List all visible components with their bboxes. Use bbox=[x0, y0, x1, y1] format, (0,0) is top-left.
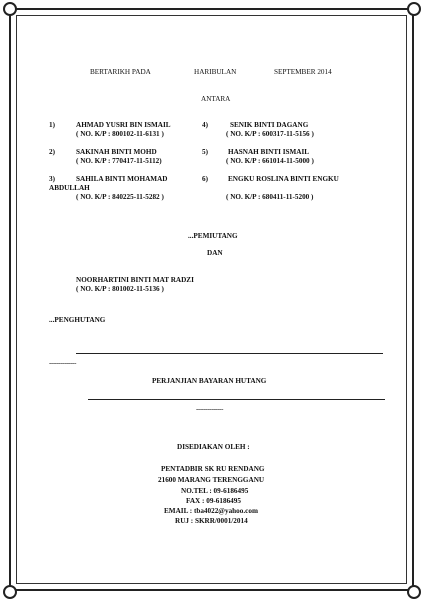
separator-dashes: -------------- bbox=[49, 360, 77, 367]
prepared-ref: RUJ : SKRR/0001/2014 bbox=[175, 517, 248, 525]
party-id: ( NO. K/P : 840225-11-5282 ) bbox=[76, 193, 164, 201]
party-id: ( NO. K/P : 770417-11-5112) bbox=[76, 157, 162, 165]
corner-ornament bbox=[3, 2, 17, 16]
separator-line bbox=[76, 353, 383, 354]
corner-ornament bbox=[407, 2, 421, 16]
date-prefix: BERTARIKH PADA bbox=[90, 68, 151, 76]
party-id: ( NO. K/P : 800102-11-6131 ) bbox=[76, 130, 164, 138]
debtor-id: ( NO. K/P : 801002-11-5136 ) bbox=[76, 285, 164, 293]
party-name: SENIK BINTI DAGANG bbox=[230, 121, 309, 129]
party-id: ( NO. K/P : 680411-11-5200 ) bbox=[226, 193, 314, 201]
party-id: ( NO. K/P : 661014-11-5000 ) bbox=[226, 157, 314, 165]
prepared-tel: NO.TEL : 09-6186495 bbox=[181, 487, 249, 495]
party-name: HASNAH BINTI ISMAIL bbox=[228, 148, 310, 156]
prepared-email: EMAIL : tba4022@yahoo.com bbox=[164, 507, 258, 515]
separator-line bbox=[88, 399, 385, 400]
party-number: 4) bbox=[202, 121, 208, 129]
month-year: SEPTEMBER 2014 bbox=[274, 68, 332, 76]
party-name-continued: ABDULLAH bbox=[49, 184, 90, 192]
party-name: AHMAD YUSRI BIN ISMAIL bbox=[76, 121, 171, 129]
and-label: DAN bbox=[207, 249, 223, 257]
debtor-role: ...PENGHUTANG bbox=[49, 316, 106, 324]
agreement-title: PERJANJIAN BAYARAN HUTANG bbox=[152, 377, 267, 385]
prepared-org: PENTADBIR SK RU RENDANG bbox=[161, 465, 265, 473]
prepared-by-label: DISEDIAKAN OLEH : bbox=[177, 443, 250, 451]
party-name: SAKINAH BINTI MOHD bbox=[76, 148, 157, 156]
corner-ornament bbox=[3, 585, 17, 599]
day-label: HARIBULAN bbox=[194, 68, 237, 76]
party-id: ( NO. K/P : 600317-11-5156 ) bbox=[226, 130, 314, 138]
prepared-fax: FAX : 09-6186495 bbox=[186, 497, 241, 505]
separator-dashes: -------------- bbox=[196, 406, 224, 413]
party-number: 1) bbox=[49, 121, 55, 129]
corner-ornament bbox=[407, 585, 421, 599]
debtor-name: NOORHARTINI BINTI MAT RADZI bbox=[76, 276, 194, 284]
creditor-role: ...PEMIUTANG bbox=[188, 232, 238, 240]
party-number: 6) bbox=[202, 175, 208, 183]
between-label: ANTARA bbox=[201, 95, 231, 103]
party-number: 5) bbox=[202, 148, 208, 156]
prepared-address: 21600 MARANG TERENGGANU bbox=[158, 476, 265, 484]
party-name: ENGKU ROSLINA BINTI ENGKU bbox=[228, 175, 339, 183]
party-number: 3) bbox=[49, 175, 55, 183]
party-name: SAHILA BINTI MOHAMAD bbox=[76, 175, 168, 183]
party-number: 2) bbox=[49, 148, 55, 156]
